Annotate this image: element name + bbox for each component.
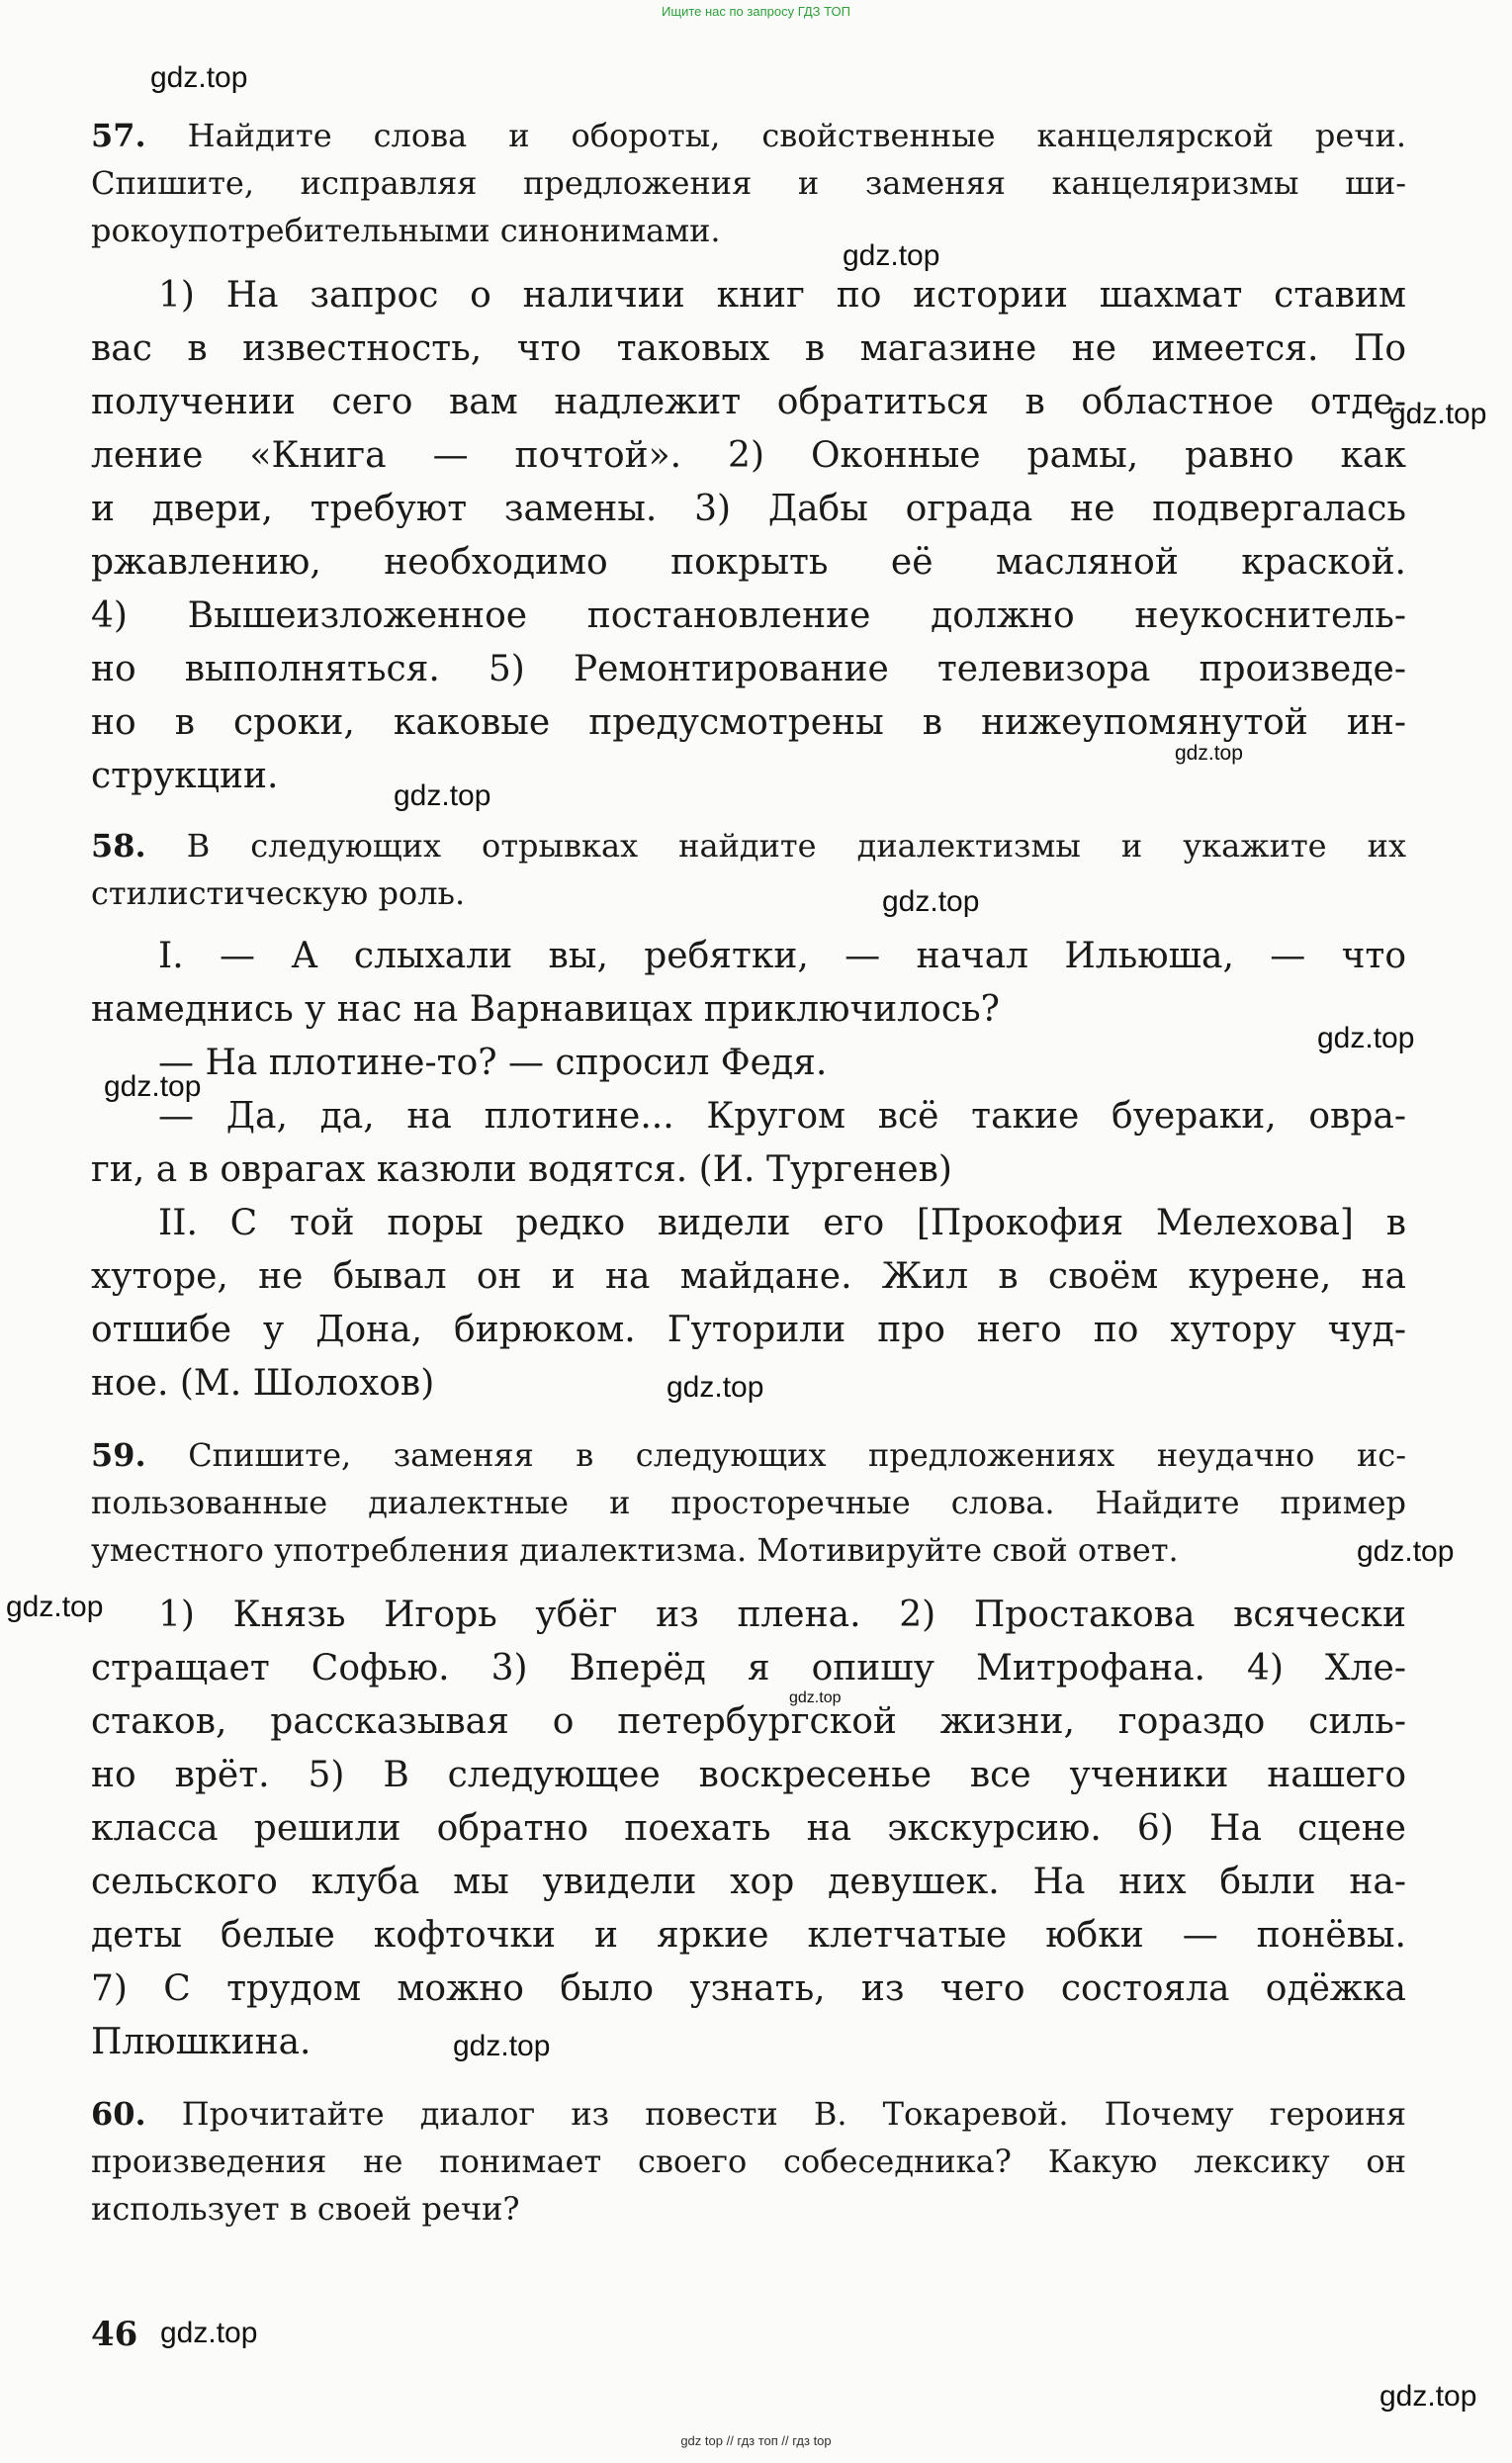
ex58-text-line: ное. (М. Шолохов) xyxy=(91,1363,435,1404)
watermark: gdz.top xyxy=(1389,398,1487,430)
ex59-text-line: сельского клуба мы увидели хор девушек. На них были на- xyxy=(91,1862,1406,1902)
top-banner: Ищите нас по запросу ГДЗ ТОП xyxy=(662,4,850,19)
watermark: gdz.top xyxy=(160,2317,258,2349)
ex58-number: 58. xyxy=(91,827,146,865)
ex59-text-line: 7) С трудом можно было узнать, из чего состояла одёжка xyxy=(91,1968,1406,2009)
ex58-text-line: хуторе, не бывал он и на майдане. Жил в своём курене, на xyxy=(91,1256,1406,1297)
watermark: gdz.top xyxy=(843,239,940,272)
ex57-task-line: рокоупотребительными синонимами. xyxy=(91,212,721,249)
ex58-task-line: стилистическую роль. xyxy=(91,874,466,912)
ex59-task-line: уместного употребления диалектизма. Мотивируйте свой ответ. xyxy=(91,1531,1179,1569)
ex60-number: 60. xyxy=(91,2095,146,2133)
watermark: gdz.top xyxy=(1357,1535,1455,1568)
ex58-text-line: намеднись у нас на Варнавицах приключилось? xyxy=(91,989,1000,1030)
ex57-text-line: 4) Вышеизложенное постановление должно неукоснитель- xyxy=(91,595,1406,636)
ex57-text-line: и двери, требуют замены. 3) Дабы ограда не подвергалась xyxy=(91,489,1406,529)
ex57-text-line: 1) На запрос о наличии книг по истории шахмат ставим xyxy=(158,275,1406,316)
watermark: gdz.top xyxy=(453,2030,551,2062)
ex57-text-line: ление «Книга — почтой». 2) Оконные рамы, равно как xyxy=(91,435,1406,476)
ex60-task-line: 60. Прочитайте диалог из повести В. Токаревой. Почему героиня xyxy=(91,2095,1406,2133)
ex58-text-line: отшибе у Дона, бирюком. Гуторили про него по хутору чуд- xyxy=(91,1310,1406,1350)
ex57-text-line: но выполняться. 5) Ремонтирование телевизора произведе- xyxy=(91,649,1406,689)
watermark: gdz.top xyxy=(1317,1022,1415,1054)
ex59-text-line: класса решили обратно поехать на экскурсию. 6) На сцене xyxy=(91,1808,1406,1849)
ex58-text-line: I. — А слыхали вы, ребятки, — начал Ильюша, — что xyxy=(158,936,1406,976)
ex58-text-line: ги, а в оврагах казюли водятся. (И. Тургенев) xyxy=(91,1149,952,1190)
ex58-task-line: 58. В следующих отрывках найдите диалектизмы и укажите их xyxy=(91,827,1406,865)
ex60-task-line: произведения не понимает своего собеседника? Какую лексику он xyxy=(91,2143,1406,2180)
watermark: gdz.top xyxy=(882,885,980,918)
watermark: gdz.top xyxy=(150,61,248,94)
ex59-text-line: деты белые кофточки и яркие клетчатые юбки — понёвы. xyxy=(91,1915,1406,1956)
bottom-banner: gdz top // гдз топ // гдз top xyxy=(680,2433,832,2448)
ex59-task-line: 59. Спишите, заменяя в следующих предложениях неудачно ис- xyxy=(91,1436,1406,1474)
watermark: gdz.top xyxy=(104,1070,202,1103)
ex59-text-line: но врёт. 5) В следующее воскресенье все ученики нашего xyxy=(91,1755,1406,1795)
ex59-text-line: стращает Софью. 3) Вперёд я опишу Митрофана. 4) Хле- xyxy=(91,1648,1406,1688)
ex57-number: 57. xyxy=(91,117,146,154)
watermark: gdz.top xyxy=(394,779,491,812)
watermark: gdz.top xyxy=(1379,2380,1477,2413)
ex59-task-line: пользованные диалектные и просторечные слова. Найдите пример xyxy=(91,1484,1406,1521)
ex57-text-line: ржавлению, необходимо покрыть её масляной краской. xyxy=(91,542,1406,583)
watermark: gdz.top xyxy=(667,1371,764,1404)
ex57-task-line: 57. Найдите слова и обороты, свойственные канцелярской речи. xyxy=(91,117,1406,154)
ex59-number: 59. xyxy=(91,1436,146,1474)
ex57-text-line: струкции. xyxy=(91,756,279,796)
ex60-task-line: использует в своей речи? xyxy=(91,2190,520,2228)
ex59-text-line: 1) Князь Игорь убёг из плена. 2) Простакова всячески xyxy=(158,1595,1406,1635)
page-number: 46 xyxy=(91,2315,138,2354)
ex58-text-line: II. С той поры редко видели его [Прокофия Мелехова] в xyxy=(158,1203,1406,1243)
ex58-text-line: — На плотине-то? — спросил Федя. xyxy=(158,1043,828,1083)
ex58-text-line: — Да, да, на плотине... Кругом всё такие буераки, овра- xyxy=(158,1096,1406,1137)
watermark: gdz.top xyxy=(789,1689,842,1706)
watermark: gdz.top xyxy=(1175,742,1243,765)
ex57-text-line: но в сроки, каковые предусмотрены в нижеупомянутой ин- xyxy=(91,702,1406,743)
watermark: gdz.top xyxy=(6,1591,104,1623)
ex59-text-line: стаков, рассказывая о петербургской жизни, гораздо силь- xyxy=(91,1701,1406,1742)
ex57-text-line: получении сего вам надлежит обратиться в областное отде- xyxy=(91,382,1406,422)
ex57-task-line: Спишите, исправляя предложения и заменяя канцеляризмы ши- xyxy=(91,164,1406,202)
ex59-text-line: Плюшкина. xyxy=(91,2022,311,2062)
ex57-text-line: вас в известность, что таковых в магазине не имеется. По xyxy=(91,328,1406,369)
